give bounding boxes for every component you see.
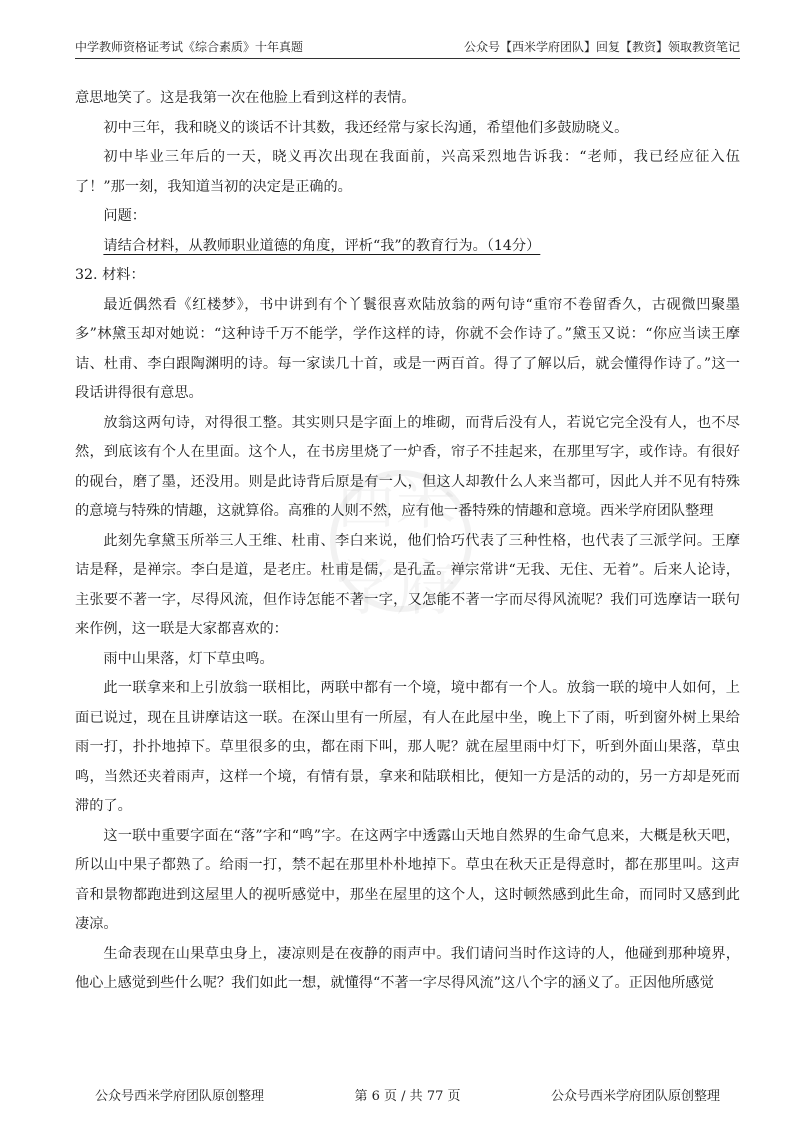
paragraph: 意思地笑了。这是我第一次在他脸上看到这样的表情。: [75, 90, 416, 106]
section-heading: 32. 材料：: [75, 267, 145, 283]
paragraph: 这一联中重要字面在“落”字和“鸣”字。在这两字中透露山天地自然界的生命气息来，大概是秋天吧，所以山中果子都熟了。给雨一打，禁不起在那里朴朴地掉下。草虫在秋天正是得意时，都在那里叫。这声音和景物都跑进到这屋里人的视听感觉中，那坐在屋里的这个人，这时顿然感到此生命，而同时又感到此凄凉。: [75, 827, 740, 932]
header-divider: [75, 58, 740, 59]
paragraph: 放翁这两句诗，对得很工整。其实则只是字面上的堆砌，而背后没有人，若说它完全没有人，也不尽然，到底该有个人在里面。这个人，在书房里烧了一炉香，帘子不挂起来，在那里写字，或作诗。有很好的砚台，磨了墨，还没用。则是此诗背后原是有一人，但这人却教什么人来当都可，因此人并不见有特殊的意境与特殊的情趣，这就算俗。高雅的人则不然，应有他一番特殊的情趣和意境。西米学府团队整理: [75, 414, 740, 519]
paragraph: 最近偶然看《红楼梦》，书中讲到有个丫鬟很喜欢陆放翁的两句诗“重帘不卷留香久，古砚微凹聚墨多”林黛玉却对她说：“这种诗千万不能学，学作这样的诗，你就不会作诗了。”黛玉又说：“你应当读王摩诘、杜甫、李白跟陶渊明的诗。每一家读几十首，或是一两百首。得了了解以后，就会懂得作诗了。”这一段话讲得很有意思。: [75, 296, 740, 401]
page-footer: [95, 1085, 720, 1104]
header-left-title: 中学教师资格证考试《综合素质》十年真题: [75, 40, 304, 54]
footer-left: 公众号西米学府团队原创整理: [95, 1089, 265, 1104]
paragraph: 此一联拿来和上引放翁一联相比，两联中都有一个境，境中都有一个人。放翁一联的境中人如何，上面已说过，现在且讲摩诘这一联。在深山里有一所屋，有人在此屋中坐，晚上下了雨，听到窗外树上果给雨一打，扑扑地掉下。草里很多的虫，都在雨下叫，那人呢？就在屋里雨中灯下，听到外面山果落，草虫鸣，当然还夹着雨声，这样一个境，有情有景，拿来和陆联相比，便知一方是活的动的，另一方却是死而滞的了。: [75, 680, 740, 814]
paragraph: 生命表现在山果草虫身上，凄凉则是在夜静的雨声中。我们请问当时作这诗的人，他碰到那种境界，他心上感觉到些什么呢？我们如此一想，就懂得“不著一字尽得风流”这八个字的涵义了。正因他所感觉: [75, 945, 740, 991]
document-body: [75, 84, 740, 999]
header-right-note: 公众号【西米学府团队】回复【教资】领取教资笔记: [463, 40, 740, 54]
paragraph: 初中三年，我和晓义的谈话不计其数，我还经常与家长沟通，希望他们多鼓励晓义。: [103, 119, 629, 136]
paragraph: 初中毕业三年后的一天，晓义再次出现在我面前，兴高采烈地告诉我：“老师，我已经应征入伍了！”那一刻，我知道当初的决定是正确的。: [75, 149, 740, 195]
paragraph: 此刻先拿黛玉所举三人王维、杜甫、李白来说，他们恰巧代表了三种性格，也代表了三派学问。王摩诘是释，是禅宗。李白是道，是老庄。杜甫是儒，是孔孟。禅宗常讲“无我、无住、无着”。后来人论诗，主张要不著一字，尽得风流，但作诗怎能不著一字，又怎能不著一字而尽得风流呢？我们可选摩诘一联句来作例，这一联是大家都喜欢的：: [75, 532, 740, 637]
poem-quote: 雨中山果落，灯下草虫鸣。: [103, 650, 274, 667]
question-label: 问题：: [103, 208, 146, 224]
question-text: 请结合材料，从教师职业道德的角度，评析“我”的教育行为。（14分）: [103, 237, 541, 254]
page-number: 第 6 页 / 共 77 页: [354, 1089, 461, 1104]
page-header: [75, 38, 740, 55]
footer-right: 公众号西米学府团队原创整理: [550, 1089, 720, 1104]
